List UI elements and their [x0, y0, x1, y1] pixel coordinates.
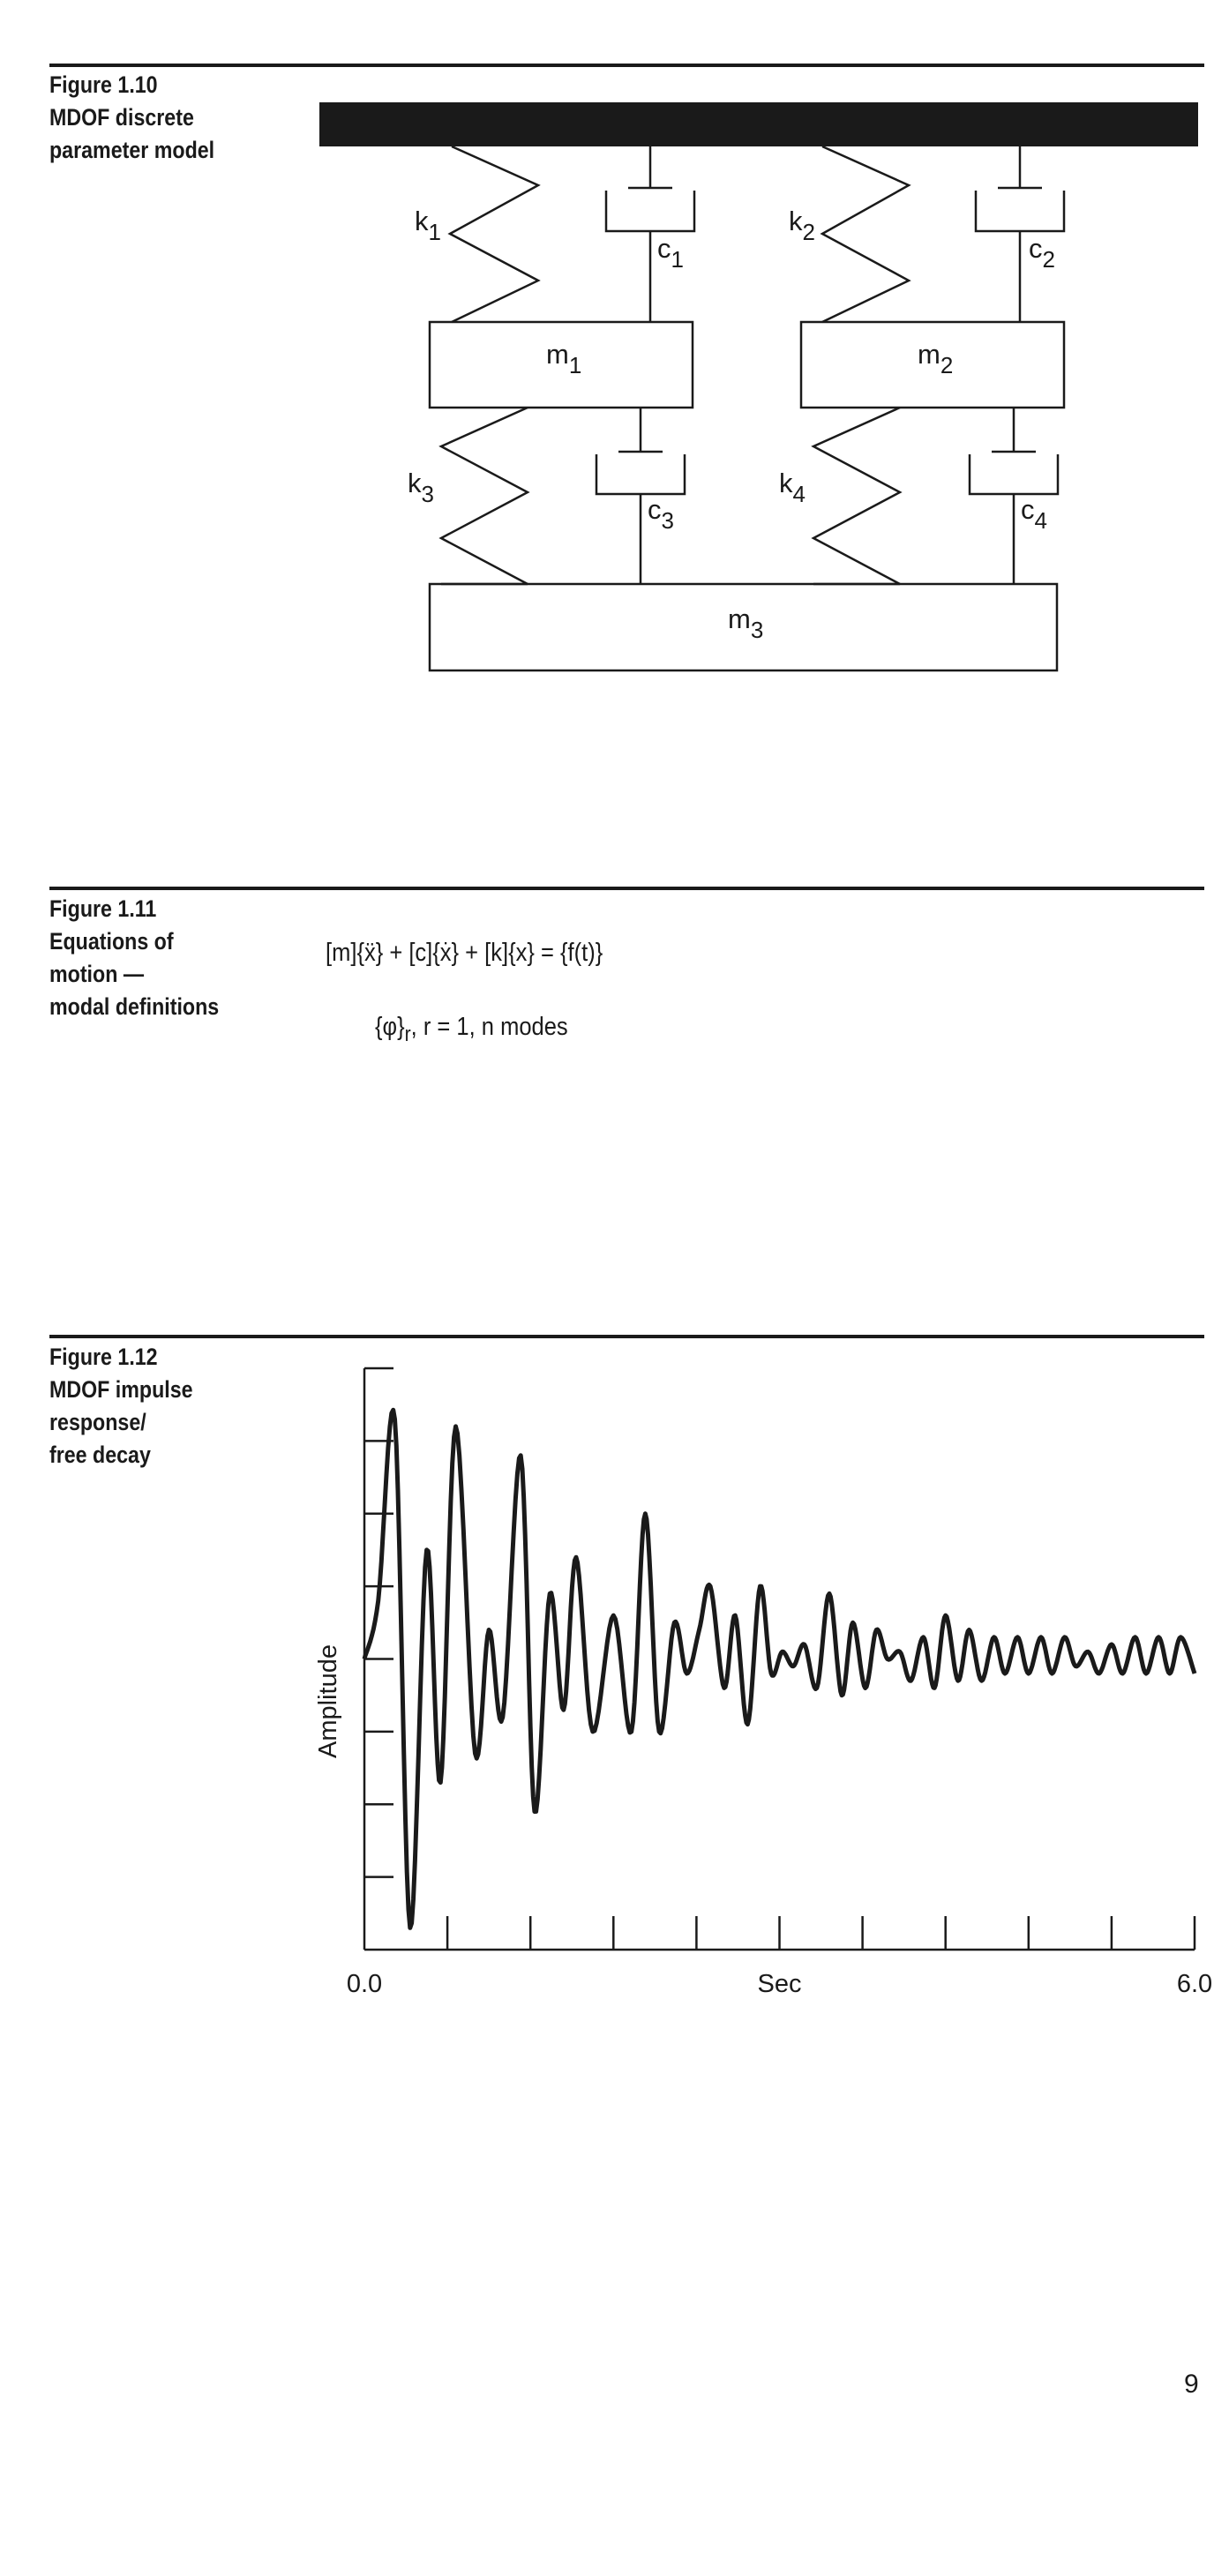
caption-line: Figure 1.10 — [49, 71, 158, 98]
figure-1-11-top-rule — [49, 887, 1204, 890]
caption-line: Equations of — [49, 928, 174, 955]
y-axis-label: Amplitude — [314, 1644, 342, 1758]
label-k3: $k_3$ — [408, 468, 434, 507]
damper-c4 — [970, 408, 1058, 584]
label-m1: $m_1$ — [546, 339, 582, 378]
caption-line: MDOF discrete — [49, 104, 194, 131]
spring-k3 — [441, 408, 528, 584]
x-axis-label: Sec — [757, 1970, 802, 1998]
spring-k2 — [822, 146, 909, 322]
caption-line: MDOF impulse — [49, 1376, 193, 1403]
x-tick-label-end: 6.0 — [1176, 1970, 1213, 1998]
page-number: 9 — [1184, 2370, 1199, 2399]
modal-definition: $\{\varphi\}_r$, r = 1, n modes — [375, 1013, 568, 1046]
caption-line: response/ — [49, 1409, 146, 1435]
spring-k4 — [813, 408, 900, 584]
label-k4: $k_4$ — [779, 468, 806, 507]
caption-line: Figure 1.11 — [49, 895, 157, 922]
damper-c1 — [606, 146, 694, 322]
label-m2: $m_2$ — [918, 339, 954, 378]
caption-line: free decay — [49, 1442, 151, 1468]
damper-c3 — [596, 408, 685, 584]
label-m3: $m_3$ — [728, 603, 764, 643]
caption-line: motion — — [49, 961, 145, 987]
label-c4: $c_4$ — [1021, 494, 1047, 534]
caption-line: modal definitions — [49, 993, 220, 1020]
series-line-amplitude — [364, 1410, 1195, 1928]
mdof-discrete-parameter-diagram — [0, 0, 1229, 706]
label-k2: $k_2$ — [789, 206, 815, 245]
figure-1-11-caption — [49, 893, 270, 1023]
spring-k1 — [450, 146, 538, 322]
equation-of-motion: [m]{ẍ} + [c]{ẋ} + [k]{x} = {f(t)} — [326, 939, 603, 967]
label-c3: $c_3$ — [648, 494, 674, 534]
caption-line: parameter model — [49, 137, 215, 163]
impulse-response-chart — [0, 1341, 1229, 2047]
figure-1-12-top-rule — [49, 1335, 1204, 1338]
caption-line: Figure 1.12 — [49, 1344, 158, 1370]
ground-fixed-support — [319, 102, 1198, 146]
label-c2: $c_2$ — [1029, 233, 1055, 273]
label-k1: $k_1$ — [415, 206, 441, 245]
label-c1: $c_1$ — [657, 233, 684, 273]
damper-c2 — [976, 146, 1064, 322]
x-tick-label-start: 0.0 — [346, 1970, 383, 1998]
